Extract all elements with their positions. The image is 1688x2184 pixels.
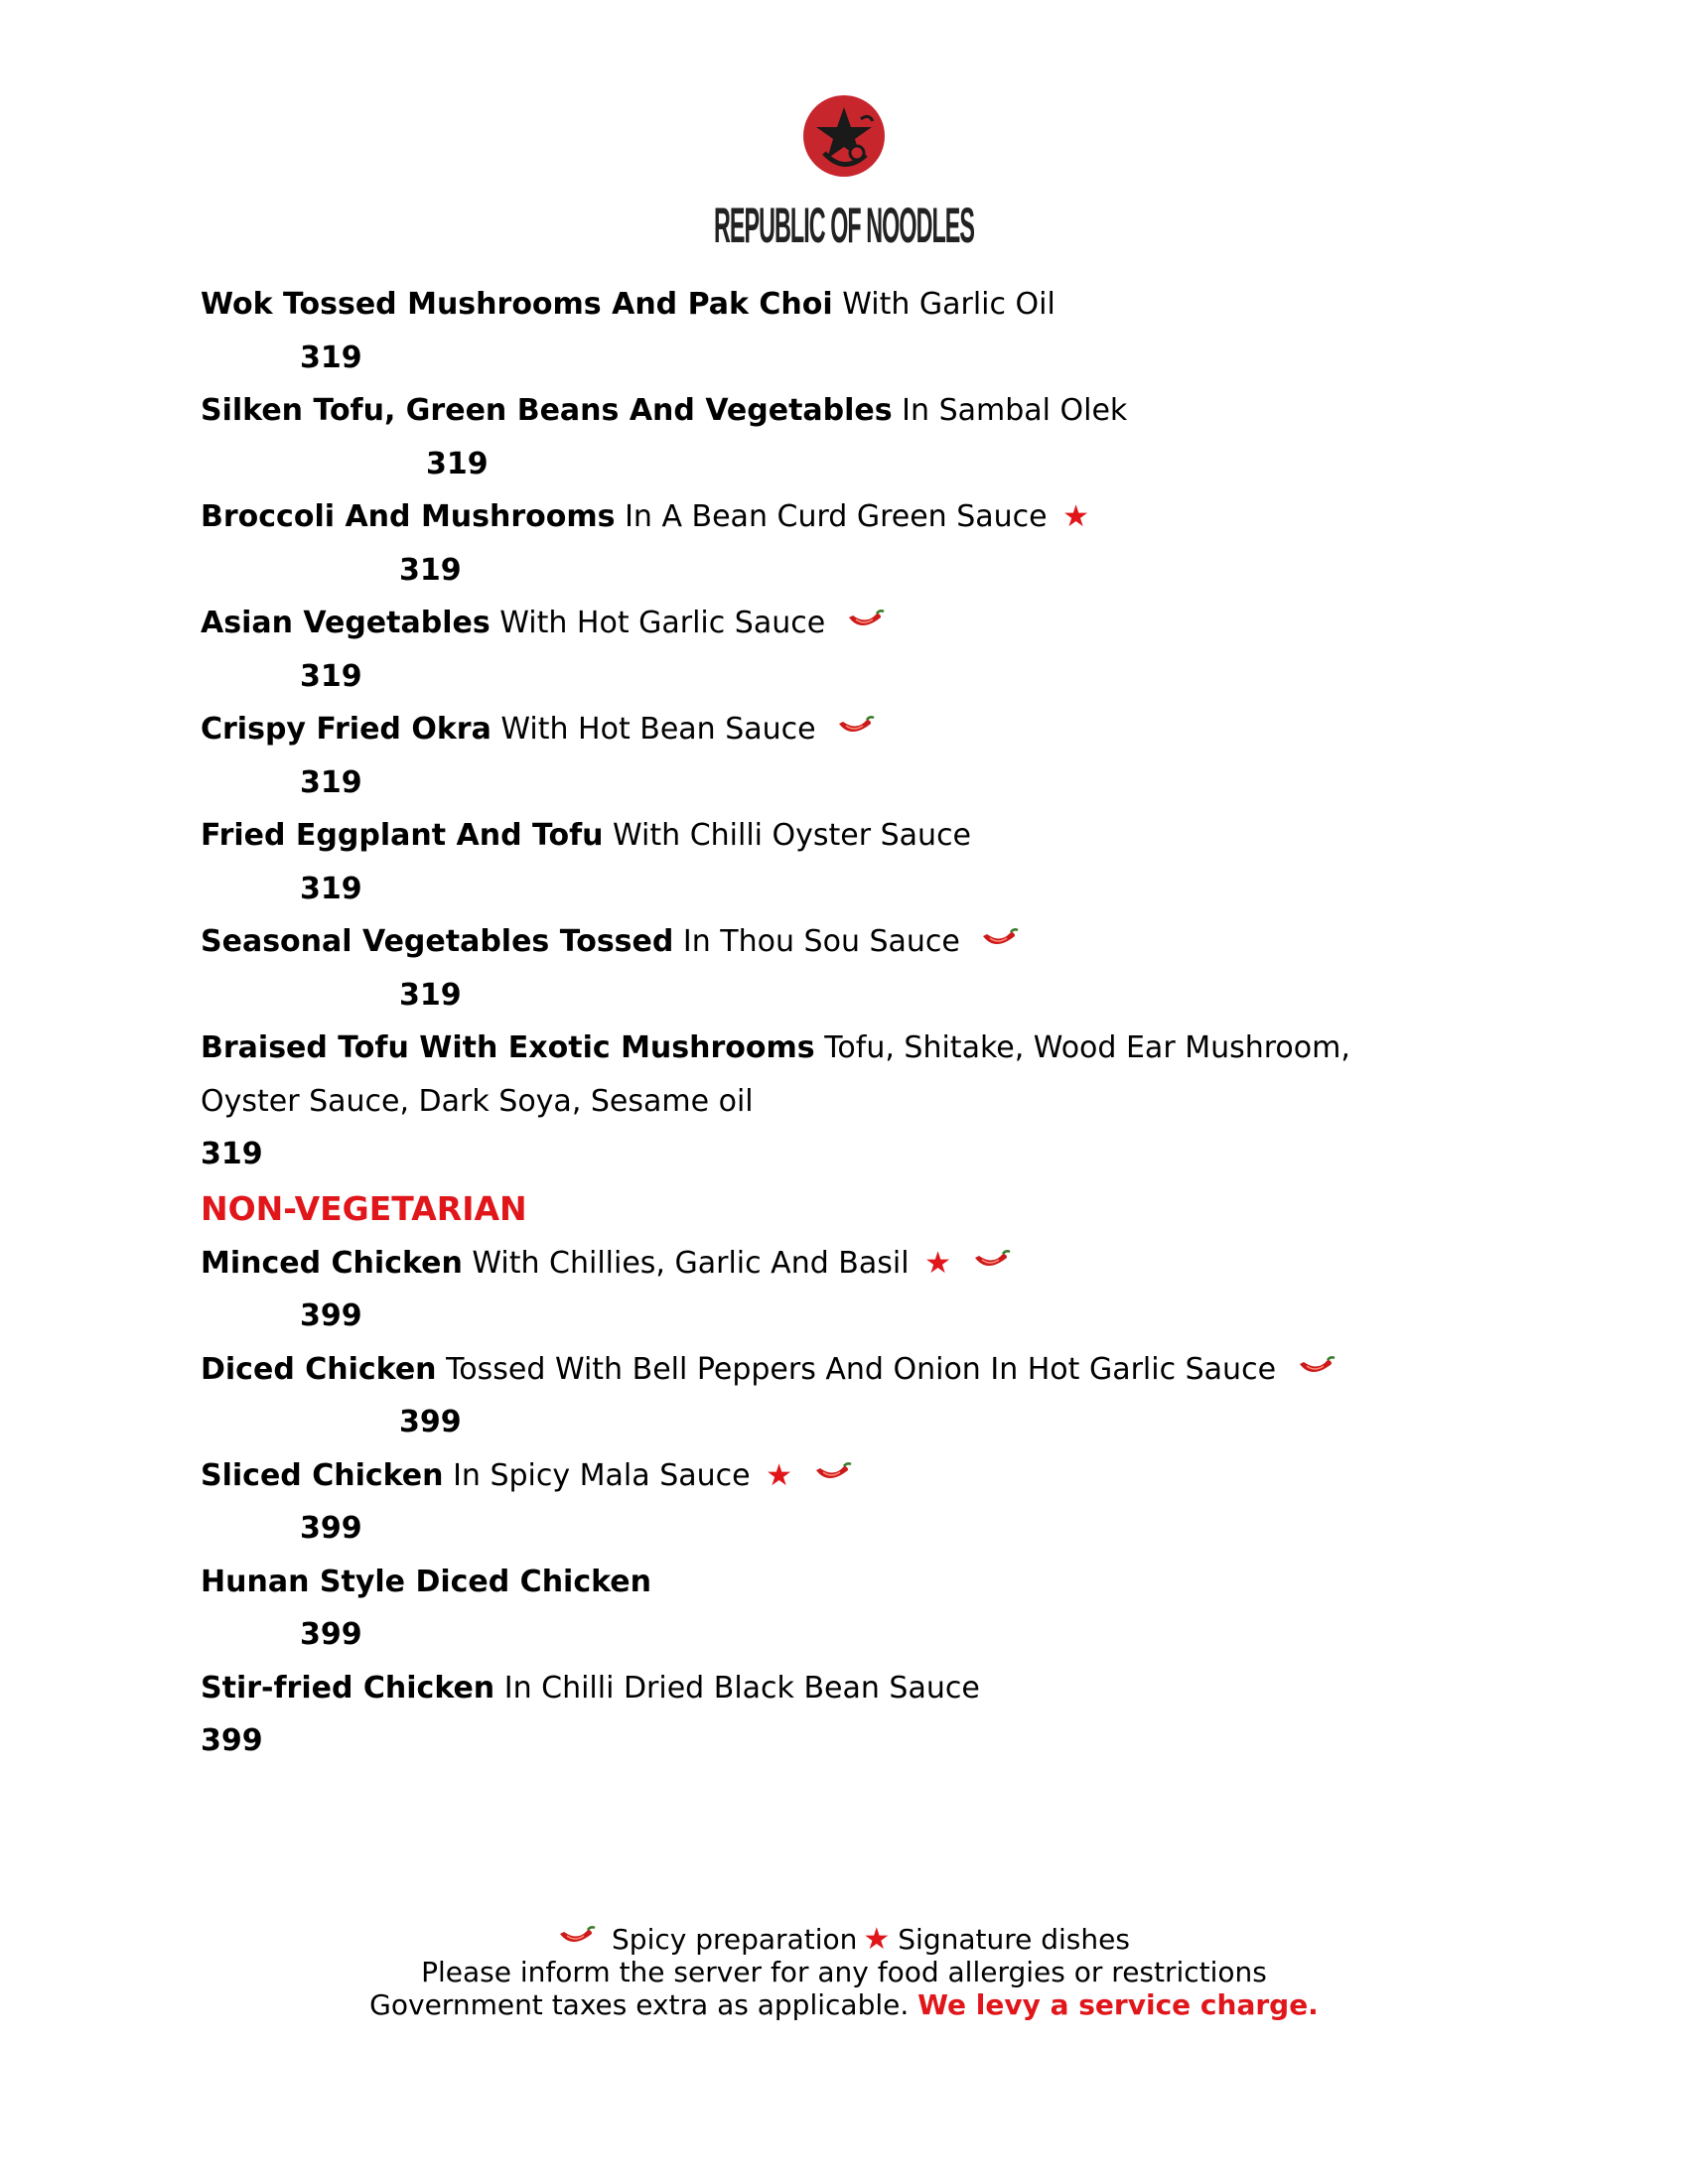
signature-star-icon: ★ — [863, 1922, 891, 1957]
chili-pepper-icon — [1298, 1356, 1337, 1382]
tax-text: Government taxes extra as applicable. — [369, 1988, 910, 2021]
dish-name: Braised Tofu With Exotic Mushrooms — [201, 1030, 815, 1065]
dish-price: 319 — [399, 977, 462, 1013]
dish-name: Broccoli And Mushrooms — [201, 499, 616, 534]
dish-name: Stir-fried Chicken — [201, 1670, 495, 1706]
menu-item-name-line — [201, 384, 1491, 438]
dish-name: Fried Eggplant And Tofu — [201, 818, 604, 853]
dish-name: Wok Tossed Mushrooms And Pak Choi — [201, 287, 833, 322]
dish-price: 319 — [201, 1137, 263, 1171]
dish-description: In Thou Sou Sauce — [682, 924, 960, 959]
logo-wordmark: REPUBLIC OF NOODLES — [714, 198, 975, 253]
menu-item-name-line — [201, 597, 1491, 650]
dish-description: In Sambal Olek — [902, 393, 1128, 428]
dish-description: Tofu, Shitake, Wood Ear Mushroom, — [824, 1030, 1350, 1065]
dish-name: Silken Tofu, Green Beans And Vegetables — [201, 393, 893, 428]
dish-description: With Chillies, Garlic And Basil — [472, 1245, 910, 1281]
menu-item-name-line — [201, 1237, 1491, 1291]
signature-star-icon: ★ — [1062, 499, 1090, 534]
menu-item-name-line — [201, 703, 1491, 756]
dish-price: 319 — [300, 340, 362, 375]
dish-name: Asian Vegetables — [201, 606, 491, 640]
dish-name: Minced Chicken — [201, 1245, 463, 1281]
dish-description: In Spicy Mala Sauce — [453, 1457, 751, 1493]
dish-description: With Hot Garlic Sauce — [499, 606, 826, 640]
chili-pepper-icon — [837, 716, 877, 742]
chili-pepper-icon — [973, 1250, 1013, 1276]
chili-pepper-icon — [847, 610, 887, 635]
dish-price: 319 — [399, 552, 462, 588]
dish-price: 319 — [300, 871, 362, 906]
menu-item-name-line — [201, 915, 1491, 969]
dish-price: 399 — [300, 1298, 362, 1333]
legend-line — [0, 1923, 1688, 1956]
chili-pepper-icon — [558, 1926, 598, 1952]
menu-item-name-line — [201, 1556, 1491, 1609]
section-heading-non-vegetarian: NON-VEGETARIAN — [201, 1188, 527, 1228]
menu-footer — [0, 1923, 1688, 2021]
allergy-notice: Please inform the server for any food allergies or restrictions — [421, 1956, 1267, 1988]
menu-item-name-line — [201, 809, 1491, 863]
dish-price: 399 — [201, 1723, 263, 1758]
service-charge-text: We levy a service charge. — [917, 1988, 1319, 2021]
dish-price: 399 — [399, 1405, 462, 1439]
dish-description: In Chilli Dried Black Bean Sauce — [503, 1670, 980, 1706]
dish-price: 319 — [426, 446, 489, 481]
menu-item-name-line — [201, 1022, 1491, 1075]
dish-price: 399 — [300, 1511, 362, 1546]
dish-price: 319 — [300, 658, 362, 694]
legend-spicy-label: Spicy preparation — [612, 1923, 858, 1956]
menu-item-name-line — [201, 1449, 1491, 1503]
dish-name: Seasonal Vegetables Tossed — [201, 924, 674, 959]
dish-description: With Garlic Oil — [842, 287, 1055, 322]
dish-description-continued: Oyster Sauce, Dark Soya, Sesame oil — [201, 1083, 754, 1119]
signature-star-icon: ★ — [766, 1457, 793, 1493]
menu-item-name-line — [201, 1343, 1491, 1397]
dish-name: Hunan Style Diced Chicken — [201, 1564, 651, 1599]
legend-signature-label: Signature dishes — [898, 1923, 1130, 1956]
dish-name: Diced Chicken — [201, 1351, 437, 1387]
dish-description: In A Bean Curd Green Sauce — [625, 499, 1048, 534]
menu-item-name-line — [201, 1662, 1491, 1715]
dish-description: With Hot Bean Sauce — [500, 712, 816, 747]
signature-star-icon: ★ — [924, 1245, 951, 1281]
dish-name: Crispy Fried Okra — [201, 712, 492, 747]
menu-item-name-line — [201, 278, 1491, 332]
dish-name: Sliced Chicken — [201, 1457, 444, 1493]
menu-list — [201, 278, 1491, 1768]
dish-price: 399 — [300, 1617, 362, 1652]
dish-description: Tossed With Bell Peppers And Onion In Hot Garlic Sauce — [446, 1351, 1277, 1387]
dish-description: With Chilli Oyster Sauce — [613, 818, 972, 853]
menu-item-name-line — [201, 490, 1491, 544]
tax-notice — [0, 1988, 1688, 2021]
restaurant-logo — [707, 95, 981, 254]
chili-pepper-icon — [814, 1462, 854, 1488]
chili-pepper-icon — [981, 928, 1021, 954]
dish-price: 319 — [300, 764, 362, 800]
